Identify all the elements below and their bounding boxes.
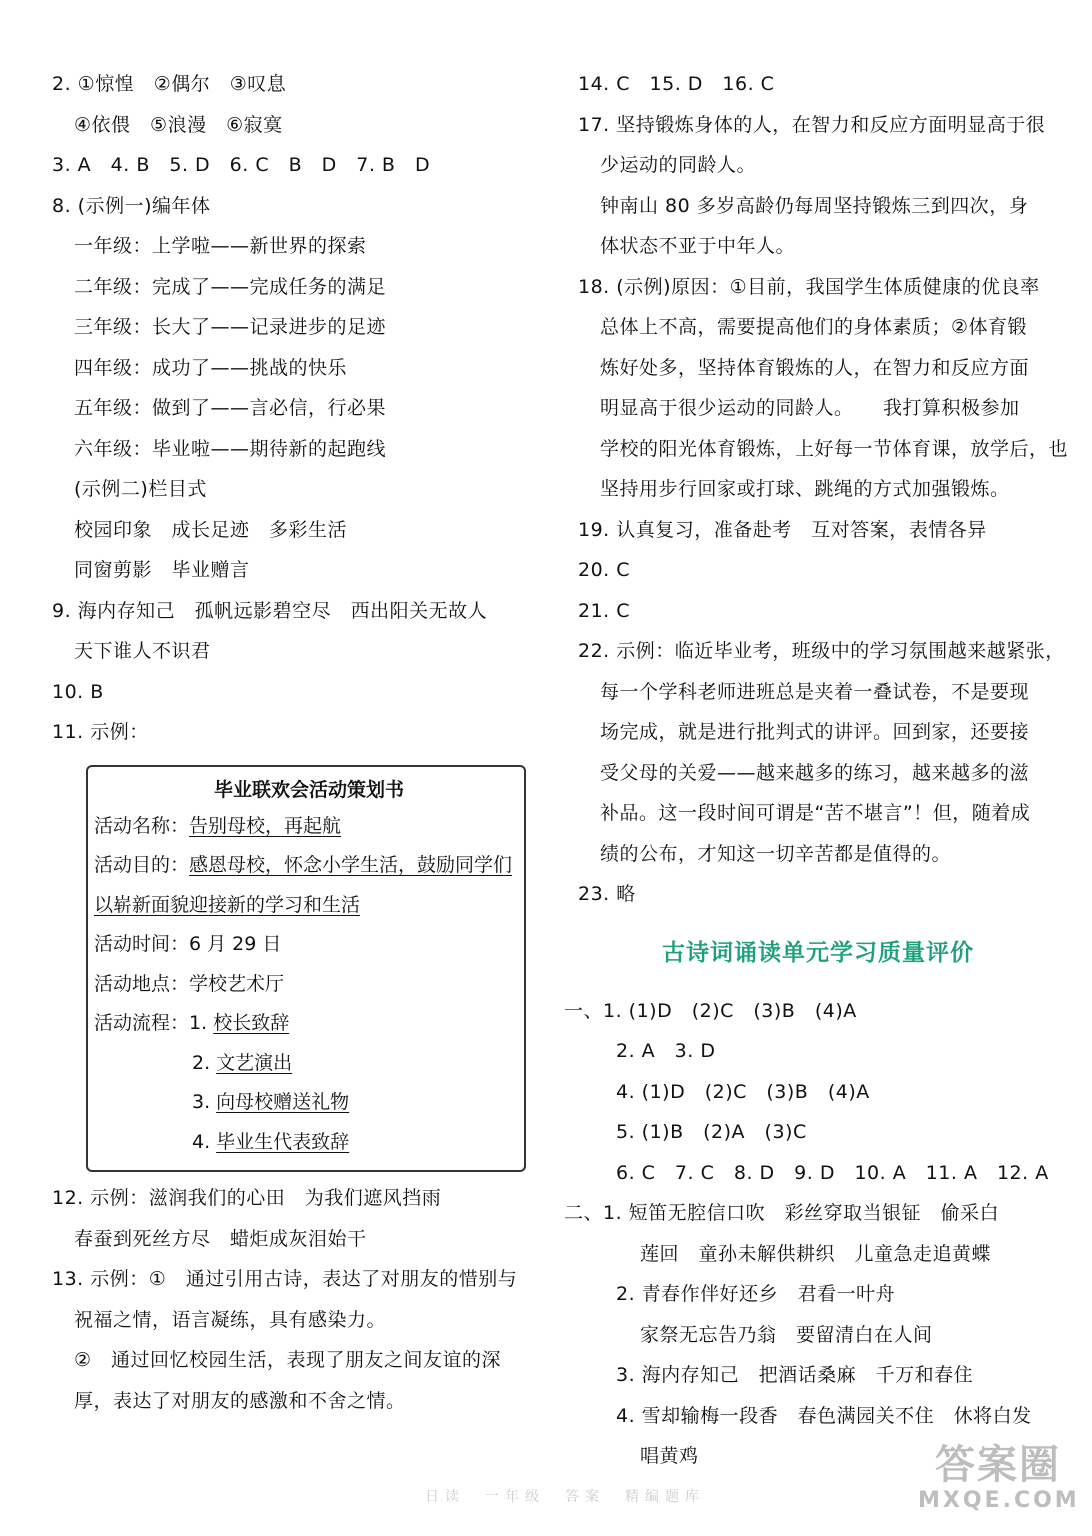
activity-plan-box [86, 765, 526, 1173]
watermark-bottom: MXQE.COM [918, 1488, 1080, 1513]
answer-line-q17d: 体状态不亚于中年人。 [600, 235, 796, 257]
answer-line-q13c: ② 通过回忆校园生活，表现了朋友之间友谊的深 [74, 1349, 502, 1371]
answer-line-s1-5: 5. (1)B (2)A (3)C [616, 1121, 807, 1143]
answer-line-s2-1b: 莲回 童孙未解供耕织 儿童急走追黄蝶 [640, 1242, 992, 1265]
answer-line-q10: 10. B [52, 680, 104, 703]
answer-line-q19: 19. 认真复习，准备赴考 互对答案，表情各异 [578, 518, 987, 541]
answer-line-q13d: 厚，表达了对朋友的感激和不舍之情。 [74, 1389, 406, 1412]
answer-line-q18a: 18. (示例)原因：①目前，我国学生体质健康的优良率 [578, 275, 1040, 298]
plan-purpose [94, 850, 524, 890]
answer-line-q22b: 每一个学科老师进班总是夹着一叠试卷，不是要现 [600, 680, 1030, 703]
answer-line-q12a: 12. 示例：滋润我们的心田 为我们遮风挡雨 [52, 1187, 442, 1209]
page-footer: 日读 一年级 答案 精编题库 [425, 1489, 705, 1505]
answer-line-q9b: 天下谁人不识君 [74, 640, 211, 662]
plan-flow-2-text: 文艺演出 [216, 1051, 293, 1074]
answer-line-q2b: ④依偎 ⑤浪漫 ⑥寂寞 [74, 113, 283, 136]
answer-line-q18f: 坚持用步行回家或打球、跳绳的方式加强锻炼。 [600, 478, 1010, 500]
section-title: 古诗词诵读单元学习质量评价 [662, 939, 974, 966]
plan-flow-3 [94, 1087, 524, 1127]
answer-line-q8-2: 二年级：完成了——完成任务的满足 [74, 275, 387, 298]
answer-line-q18c: 炼好处多，坚持体育锻炼的人，在智力和反应方面 [600, 356, 1030, 379]
answer-line-s2-3: 3. 海内存知己 把酒话桑麻 千万和春住 [616, 1364, 974, 1386]
answer-line-q22e: 补品。这一段时间可谓是“苦不堪言”！但，随着成 [600, 802, 1031, 824]
answer-line-q21: 21. C [578, 599, 631, 622]
answer-line-q18b: 总体上不高，需要提高他们的身体素质；②体育锻 [600, 316, 1028, 338]
left-column [52, 72, 540, 1429]
answer-line-s1-4: 4. (1)D (2)C (3)B (4)A [616, 1080, 870, 1103]
plan-flow-1-text: 校长致辞 [213, 1012, 290, 1034]
answer-line-s2-1a: 二、1. 短笛无腔信口吹 彩丝穿取当银钲 偷采白 [564, 1202, 1000, 1224]
plan-flow-4-text: 毕业生代表致辞 [216, 1130, 350, 1153]
plan-purpose-value-b: 以崭新面貌迎接新的学习和生活 [94, 893, 361, 916]
answer-line-q8-3: 三年级：长大了——记录进步的足迹 [74, 316, 387, 338]
answer-line-q2a: 2. ①惊惶 ②偶尔 ③叹息 [52, 73, 287, 95]
right-column [564, 72, 1069, 1485]
answer-line-q11: 11. 示例： [52, 721, 149, 743]
answer-line-q22f: 绩的公布，才知这一切辛苦都是值得的。 [600, 842, 952, 865]
answer-line-q13a: 13. 示例：① 通过引用古诗，表达了对朋友的惜别与 [52, 1268, 518, 1290]
answer-line-q17a: 17. 坚持锻炼身体的人，在智力和反应方面明显高于很 [578, 113, 1046, 136]
answer-line-q22d: 受父母的关爱——越来越多的练习，越来越多的滋 [600, 761, 1030, 784]
answer-line-q18e: 学校的阳光体育锻炼，上好每一节体育课，放学后，也 [600, 437, 1069, 460]
answer-line-q8-1: 一年级：上学啦——新世界的探索 [74, 235, 367, 257]
plan-flow-1-num: 1. [189, 1012, 214, 1034]
answer-line-q13b: 祝福之情，语言凝练，具有感染力。 [74, 1308, 387, 1331]
answer-line-s2-2a: 2. 青春作伴好还乡 君看一叶舟 [616, 1283, 896, 1305]
answer-line-s1-6: 6. C 7. C 8. D 9. D 10. A 11. A 12. A [616, 1161, 1049, 1184]
answer-line-q12b: 春蚕到死丝方尽 蜡炬成灰泪始干 [74, 1227, 367, 1250]
answer-line-q22c: 场完成，就是进行批判式的讲评。回到家，还要接 [600, 721, 1030, 743]
answer-line-q23: 23. 略 [578, 883, 636, 905]
plan-title: 毕业联欢会活动策划书 [213, 778, 404, 801]
answer-line-q17b: 少运动的同龄人。 [600, 154, 757, 176]
watermark-top: 答案圈 [935, 1442, 1061, 1488]
plan-purpose-cont [94, 890, 524, 930]
answer-line-q3: 3. A 4. B 5. D 6. C B D 7. B D [52, 154, 431, 176]
answer-line-q8-example2: (示例二)栏目式 [74, 478, 207, 500]
plan-flow-4 [94, 1127, 524, 1167]
answer-line-s1-1: 一、1. (1)D (2)C (3)B (4)A [564, 999, 857, 1022]
plan-time: 活动时间：6 月 29 日 [94, 933, 282, 955]
plan-flow-4-num: 4. [192, 1130, 217, 1153]
answer-line-s2-2b: 家祭无忘告乃翁 要留清白在人间 [640, 1323, 933, 1346]
plan-flow-2-num: 2. [192, 1051, 217, 1074]
plan-flow-1 [94, 1008, 524, 1048]
answer-line-q17c: 钟南山 80 多岁高龄仍每周坚持锻炼三到四次，身 [600, 194, 1029, 217]
answer-line-q8-4: 四年级：成功了——挑战的快乐 [74, 356, 348, 379]
answer-line-q22a: 22. 示例：临近毕业考，班级中的学习氛围越来越紧张， [578, 640, 1065, 662]
plan-place: 活动地点：学校艺术厅 [94, 972, 285, 995]
plan-flow-label: 活动流程： [94, 1012, 190, 1034]
watermark-logo [918, 1442, 1078, 1522]
plan-name [94, 811, 524, 851]
answer-line-q18d: 明显高于很少运动的同龄人。 我打算积极参加 [600, 397, 1020, 419]
plan-flow-2 [94, 1048, 524, 1088]
plan-flow-3-text: 向母校赠送礼物 [216, 1091, 350, 1113]
answer-line-q8-6: 六年级：毕业啦——期待新的起跑线 [74, 437, 387, 460]
answer-line-q8-example2b: 同窗剪影 毕业赠言 [74, 559, 250, 581]
answer-line-q8: 8. (示例一)编年体 [52, 194, 211, 217]
plan-name-label: 活动名称： [94, 814, 190, 837]
answer-line-q14: 14. C 15. D 16. C [578, 73, 775, 95]
answer-line-q8-example2a: 校园印象 成长足迹 多彩生活 [74, 518, 348, 541]
plan-flow-3-num: 3. [192, 1091, 217, 1113]
answer-line-s2-4a: 4. 雪却输梅一段香 春色满园关不住 休将白发 [616, 1404, 1032, 1427]
answer-line-q20: 20. C [578, 559, 631, 581]
answer-line-s2-4b: 唱黄鸡 [640, 1445, 699, 1467]
plan-name-value: 告别母校，再起航 [189, 814, 342, 837]
plan-purpose-label: 活动目的： [94, 854, 190, 876]
plan-purpose-value-a: 感恩母校，怀念小学生活，鼓励同学们 [189, 854, 513, 876]
answer-line-q9a: 9. 海内存知己 孤帆远影碧空尽 西出阳关无故人 [52, 599, 488, 622]
answer-line-s1-2: 2. A 3. D [616, 1040, 716, 1062]
answer-line-q8-5: 五年级：做到了——言必信，行必果 [74, 397, 387, 419]
